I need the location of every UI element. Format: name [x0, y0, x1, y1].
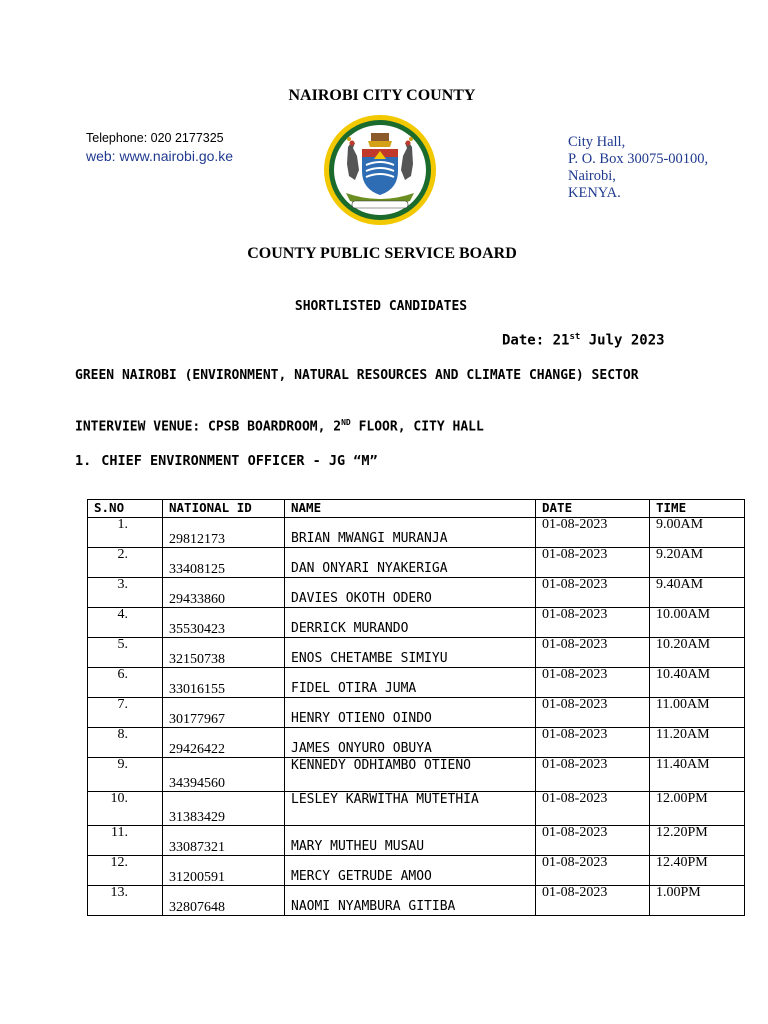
address-line: P. O. Box 30075-00100, — [568, 151, 709, 167]
date-cell: 01-08-2023 — [536, 826, 650, 856]
table-row — [88, 792, 745, 826]
date-month-year: July 2023 — [580, 332, 665, 349]
table-row — [88, 608, 745, 638]
table-row — [88, 668, 745, 698]
national-id-cell: 33087321 — [163, 826, 285, 856]
venue-prefix: INTERVIEW VENUE: CPSB BOARDROOM, 2 — [75, 419, 342, 435]
national-id-cell: 30177967 — [163, 698, 285, 728]
venue-floor-sup: ND — [341, 418, 351, 427]
name-cell: NAOMI NYAMBURA GITIBA — [285, 886, 536, 916]
sno-cell: 3. — [88, 578, 163, 608]
name-cell: JAMES ONYURO OBUYA — [285, 728, 536, 758]
website-text: web: www.nairobi.go.ke — [86, 148, 234, 164]
shortlist-title: SHORTLISTED CANDIDATES — [294, 299, 468, 314]
table-header-row — [88, 500, 745, 518]
date-cell: 01-08-2023 — [536, 856, 650, 886]
time-cell: 10.00AM — [650, 608, 745, 638]
national-id-cell: 33016155 — [163, 668, 285, 698]
sno-cell: 5. — [88, 638, 163, 668]
name-cell: HENRY OTIENO OINDO — [285, 698, 536, 728]
national-id-cell: 32807648 — [163, 886, 285, 916]
postal-address — [568, 134, 708, 202]
address-line: Nairobi, — [568, 168, 616, 184]
table-row — [88, 728, 745, 758]
county-title: NAIROBI CITY COUNTY — [288, 87, 476, 104]
time-cell: 11.40AM — [650, 758, 745, 792]
time-cell: 10.40AM — [650, 668, 745, 698]
table-row — [88, 638, 745, 668]
table-body — [88, 518, 745, 916]
table-row — [88, 826, 745, 856]
telephone-text: Telephone: 020 2177325 — [86, 131, 224, 145]
date-cell: 01-08-2023 — [536, 758, 650, 792]
time-cell: 9.20AM — [650, 548, 745, 578]
venue-suffix: FLOOR, CITY HALL — [350, 419, 484, 435]
date-cell: 01-08-2023 — [536, 728, 650, 758]
sno-cell: 9. — [88, 758, 163, 792]
column-header-sno: S.NO — [88, 500, 163, 518]
name-cell: MERCY GETRUDE AMOO — [285, 856, 536, 886]
table-row — [88, 886, 745, 916]
sno-cell: 2. — [88, 548, 163, 578]
sno-cell: 4. — [88, 608, 163, 638]
date-cell: 01-08-2023 — [536, 698, 650, 728]
date-cell: 01-08-2023 — [536, 518, 650, 548]
national-id-cell: 32150738 — [163, 638, 285, 668]
position-heading — [75, 453, 378, 469]
time-cell: 1.00PM — [650, 886, 745, 916]
address-line: City Hall, — [568, 134, 626, 150]
date-suffix-sup: st — [569, 332, 581, 342]
address-line: KENYA. — [568, 185, 621, 201]
sno-cell: 1. — [88, 518, 163, 548]
time-cell: 11.20AM — [650, 728, 745, 758]
national-id-cell: 29812173 — [163, 518, 285, 548]
time-cell: 10.20AM — [650, 638, 745, 668]
column-header-name: NAME — [285, 500, 536, 518]
date-cell: 01-08-2023 — [536, 608, 650, 638]
table-row — [88, 856, 745, 886]
column-header-time: TIME — [650, 500, 745, 518]
nairobi-county-crest-icon — [322, 113, 438, 227]
table-row — [88, 698, 745, 728]
sector-heading: GREEN NAIROBI (ENVIRONMENT, NATURAL RESOURCES AND CLIMATE CHANGE) SECTOR — [75, 368, 639, 383]
time-cell: 12.00PM — [650, 792, 745, 826]
name-cell: DAN ONYARI NYAKERIGA — [285, 548, 536, 578]
sno-cell: 7. — [88, 698, 163, 728]
interview-venue — [75, 418, 484, 434]
date-prefix: Date: 21 — [502, 332, 570, 349]
national-id-cell: 29426422 — [163, 728, 285, 758]
date-cell: 01-08-2023 — [536, 792, 650, 826]
position-number: 1. — [75, 453, 92, 469]
sno-cell: 12. — [88, 856, 163, 886]
table-row — [88, 758, 745, 792]
name-cell: BRIAN MWANGI MURANJA — [285, 518, 536, 548]
date-cell: 01-08-2023 — [536, 668, 650, 698]
date-cell: 01-08-2023 — [536, 578, 650, 608]
sno-cell: 13. — [88, 886, 163, 916]
sno-cell: 8. — [88, 728, 163, 758]
column-header-date: DATE — [536, 500, 650, 518]
name-cell: MARY MUTHEU MUSAU — [285, 826, 536, 856]
time-cell: 9.00AM — [650, 518, 745, 548]
document-date — [502, 332, 665, 349]
name-cell: ENOS CHETAMBE SIMIYU — [285, 638, 536, 668]
time-cell: 12.20PM — [650, 826, 745, 856]
time-cell: 11.00AM — [650, 698, 745, 728]
date-cell: 01-08-2023 — [536, 886, 650, 916]
sno-cell: 11. — [88, 826, 163, 856]
sno-cell: 10. — [88, 792, 163, 826]
position-title: CHIEF ENVIRONMENT OFFICER - JG “M” — [101, 453, 378, 469]
national-id-cell: 29433860 — [163, 578, 285, 608]
national-id-cell: 31200591 — [163, 856, 285, 886]
name-cell: DAVIES OKOTH ODERO — [285, 578, 536, 608]
name-cell: DERRICK MURANDO — [285, 608, 536, 638]
name-cell: LESLEY KARWITHA MUTETHIA — [285, 792, 536, 826]
column-header-national-id: NATIONAL ID — [163, 500, 285, 518]
national-id-cell: 35530423 — [163, 608, 285, 638]
table-row — [88, 548, 745, 578]
table-row — [88, 518, 745, 548]
sno-cell: 6. — [88, 668, 163, 698]
name-cell: KENNEDY ODHIAMBO OTIENO — [285, 758, 536, 792]
time-cell: 9.40AM — [650, 578, 745, 608]
table-row — [88, 578, 745, 608]
candidates-table — [87, 499, 745, 916]
date-cell: 01-08-2023 — [536, 548, 650, 578]
time-cell: 12.40PM — [650, 856, 745, 886]
board-title: COUNTY PUBLIC SERVICE BOARD — [247, 245, 517, 262]
national-id-cell: 34394560 — [163, 758, 285, 792]
national-id-cell: 33408125 — [163, 548, 285, 578]
date-cell: 01-08-2023 — [536, 638, 650, 668]
name-cell: FIDEL OTIRA JUMA — [285, 668, 536, 698]
national-id-cell: 31383429 — [163, 792, 285, 826]
contact-info — [86, 131, 233, 164]
